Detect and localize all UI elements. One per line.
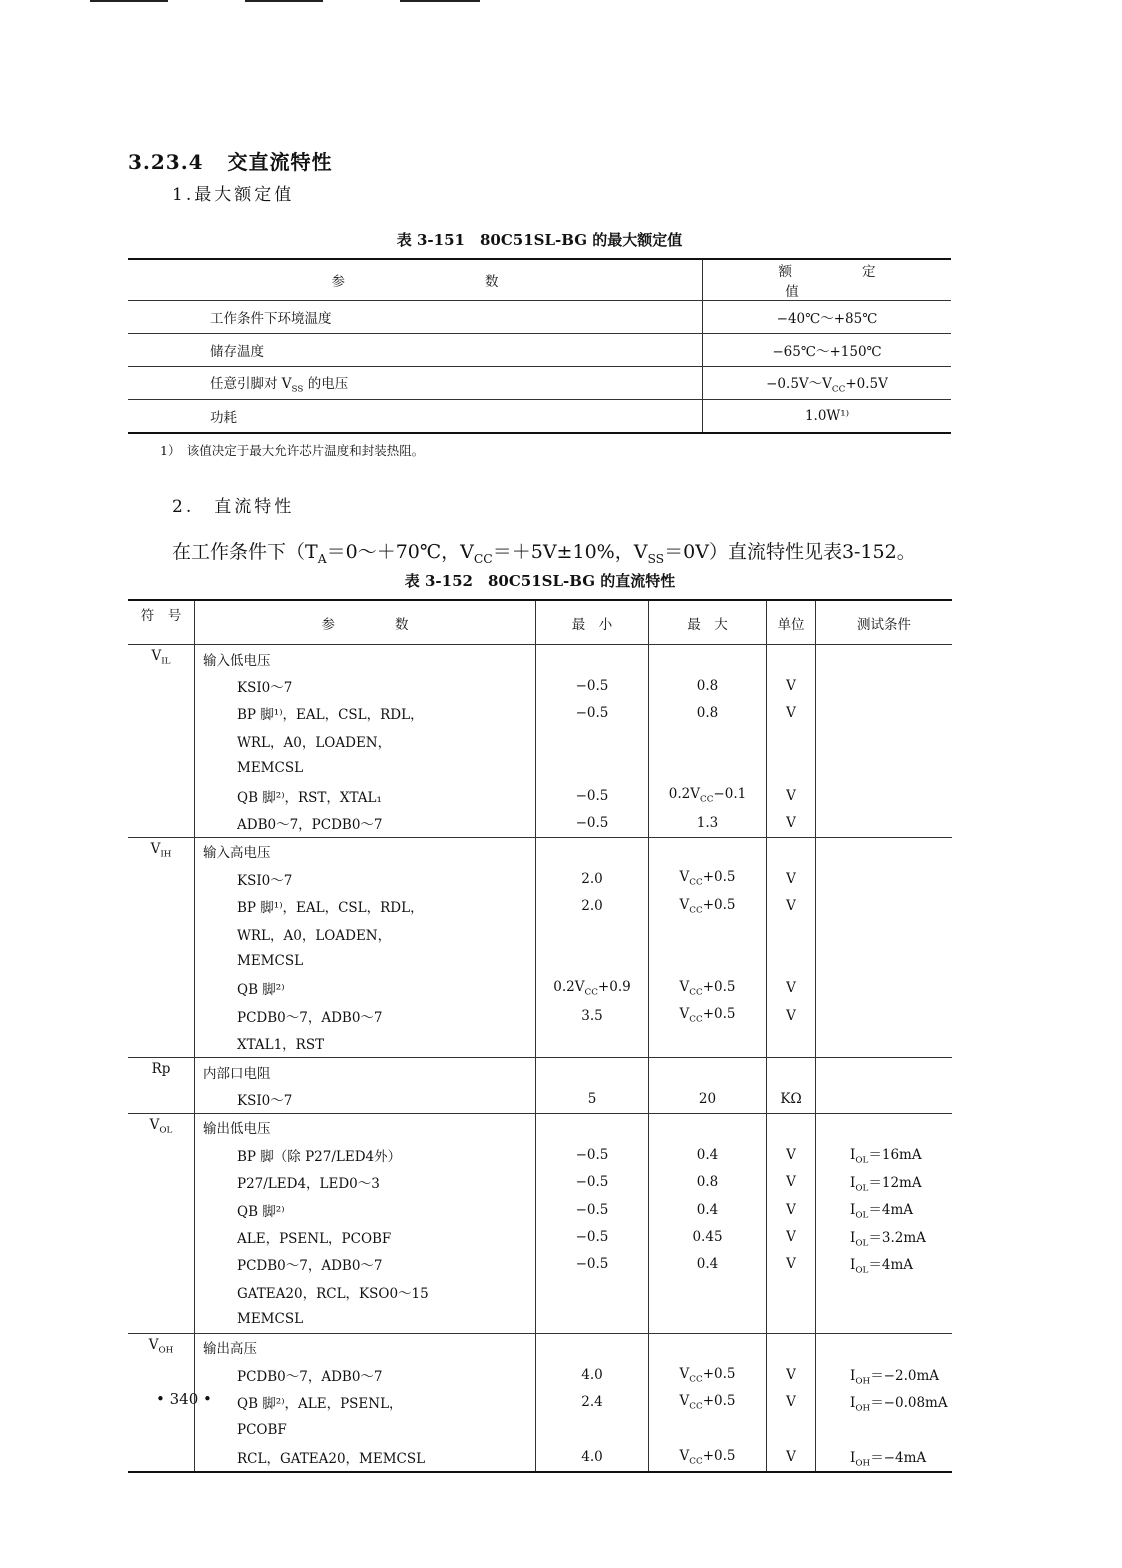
min-cell: −0.5: [536, 1223, 649, 1250]
table-row: [128, 1361, 952, 1388]
table-row: [128, 672, 952, 699]
parameter-cell: 任意引脚对 $V_{SS}$ 的电压: [128, 367, 703, 400]
table-row: [128, 1057, 952, 1085]
parameter-cell: 输入高电压: [195, 837, 536, 865]
symbol-cell: Rp: [128, 1057, 195, 1085]
max-cell: 0.45: [649, 1223, 767, 1250]
unit-cell: [767, 837, 816, 865]
min-cell: 2.0: [536, 893, 649, 920]
max-cell: [649, 1305, 767, 1333]
min-cell: 3.5: [536, 1002, 649, 1029]
unit-cell: V: [767, 672, 816, 699]
parameter-cell: PCDB0～7，ADB0～7: [195, 1002, 536, 1029]
test-condition-cell: [816, 1029, 953, 1057]
min-cell: 4.0: [536, 1443, 649, 1471]
symbol-cell: [128, 1223, 195, 1250]
test-condition-cell: [816, 1085, 953, 1113]
table2-caption: 表 3-152 80C51SL-BG 的直流特性: [404, 572, 676, 590]
parameter-cell: MEMCSL: [195, 755, 536, 782]
parameter-cell: XTAL1，RST: [195, 1029, 536, 1057]
max-ratings-table: [128, 258, 951, 434]
parameter-cell: GATEA20，RCL，KSO0～15: [195, 1278, 536, 1305]
symbol-cell: [128, 1141, 195, 1168]
section-heading: [128, 146, 332, 175]
parameter-cell: PCOBF: [195, 1416, 536, 1443]
unit-cell: [767, 1113, 816, 1141]
test-condition-cell: [816, 700, 953, 727]
header-min: 最 小: [536, 600, 649, 645]
unit-cell: [767, 727, 816, 754]
table-row: [128, 1085, 952, 1113]
symbol-cell: [128, 1029, 195, 1057]
max-cell: [649, 755, 767, 782]
unit-cell: [767, 920, 816, 947]
parameter-cell: QB 脚²⁾，RST，XTAL₁: [195, 782, 536, 809]
table-row: [128, 1113, 952, 1141]
unit-cell: V: [767, 1389, 816, 1416]
min-cell: −0.5: [536, 809, 649, 837]
parameter-cell: PCDB0～7，ADB0～7: [195, 1251, 536, 1278]
parameter-cell: 功耗: [128, 400, 703, 434]
parameter-cell: KSI0～7: [195, 1085, 536, 1113]
parameter-cell: RCL，GATEA20，MEMCSL: [195, 1443, 536, 1471]
header-unit: 单位: [767, 600, 816, 645]
min-cell: [536, 1416, 649, 1443]
rating-cell: −40℃～+85℃: [703, 301, 952, 334]
min-cell: [536, 645, 649, 673]
rating-cell: 1.0W¹⁾: [804, 408, 850, 424]
min-cell: [536, 920, 649, 947]
max-cell: $0.2V_{CC}-0.1$: [649, 782, 767, 809]
min-cell: −0.5: [536, 672, 649, 699]
test-condition-cell: [816, 1305, 953, 1333]
table-row: [128, 1002, 952, 1029]
unit-cell: V: [767, 865, 816, 892]
max-cell: [649, 947, 767, 974]
symbol-cell: $V_{OL}$: [128, 1113, 195, 1141]
symbol-cell: [128, 1251, 195, 1278]
parameter-cell: ADB0～7，PCDB0～7: [195, 809, 536, 837]
min-cell: [536, 1057, 649, 1085]
subheading-max-ratings: 1.最大额定值: [172, 185, 295, 205]
parameter-cell: BP 脚¹⁾，EAL，CSL，RDL，: [195, 893, 536, 920]
table-row: [128, 645, 952, 673]
min-cell: 2.0: [536, 865, 649, 892]
symbol-cell: $V_{IL}$: [128, 645, 195, 673]
symbol-cell: [128, 893, 195, 920]
symbol-cell: [128, 700, 195, 727]
min-cell: [536, 1278, 649, 1305]
min-cell: 5: [536, 1085, 649, 1113]
min-cell: −0.5: [536, 1251, 649, 1278]
table-row: [128, 334, 951, 367]
table-row: [128, 1251, 952, 1278]
parameter-cell: MEMCSL: [195, 1305, 536, 1333]
test-condition-cell: $I_{OL}=3.2mA$: [850, 1229, 926, 1249]
max-cell: $V_{CC}+0.5$: [649, 1361, 767, 1388]
test-condition-cell: [816, 782, 953, 809]
max-cell: [649, 645, 767, 673]
unit-cell: [767, 1029, 816, 1057]
symbol-cell: [128, 1305, 195, 1333]
test-condition-cell: [816, 920, 953, 947]
header-max: 最 大: [649, 600, 767, 645]
table-row: [128, 1168, 952, 1195]
max-cell: [649, 1278, 767, 1305]
dc-characteristics-table: [128, 599, 952, 1473]
parameter-cell: 输出高压: [195, 1333, 536, 1361]
rating-cell: $-0.5V\sim V_{CC}+0.5V$: [703, 367, 952, 400]
table-row: [128, 1141, 952, 1168]
table-row: [128, 700, 952, 727]
test-condition-cell: $I_{OL}=16mA$: [850, 1147, 922, 1167]
unit-cell: [767, 1333, 816, 1361]
min-cell: [536, 1333, 649, 1361]
table-row: [128, 1389, 952, 1416]
symbol-cell: $V_{OH}$: [128, 1333, 195, 1361]
header-test-condition: 测试条件: [816, 600, 953, 645]
max-cell: [649, 1333, 767, 1361]
max-cell: $V_{CC}+0.5$: [649, 975, 767, 1002]
test-condition-cell: [816, 755, 953, 782]
min-cell: −0.5: [536, 1196, 649, 1223]
unit-cell: [767, 1416, 816, 1443]
max-cell: 0.4: [649, 1141, 767, 1168]
table-row: [128, 947, 952, 974]
unit-cell: V: [767, 1168, 816, 1195]
min-cell: −0.5: [536, 700, 649, 727]
parameter-cell: PCDB0～7，ADB0～7: [195, 1361, 536, 1388]
max-cell: $V_{CC}+0.5$: [649, 893, 767, 920]
max-cell: [649, 1416, 767, 1443]
symbol-cell: [128, 782, 195, 809]
section-number: 3.23.4: [128, 150, 204, 174]
test-condition-cell: [816, 865, 953, 892]
table-row: [128, 782, 952, 809]
max-cell: [649, 727, 767, 754]
unit-cell: KΩ: [767, 1085, 816, 1113]
max-cell: [649, 837, 767, 865]
test-condition-cell: [816, 1333, 953, 1361]
min-cell: [536, 1305, 649, 1333]
parameter-cell: 工作条件下环境温度: [128, 301, 703, 334]
subheading-dc: 2. 直流特性: [172, 497, 295, 517]
test-condition-cell: [816, 837, 953, 865]
test-condition-cell: [816, 1278, 953, 1305]
table-row: [128, 1333, 952, 1361]
table-row: [128, 893, 952, 920]
max-cell: [649, 1029, 767, 1057]
parameter-cell: KSI0～7: [195, 865, 536, 892]
min-cell: [536, 947, 649, 974]
symbol-cell: [128, 865, 195, 892]
parameter-cell: 储存温度: [128, 334, 703, 367]
table-row: [128, 837, 952, 865]
test-condition-cell: $I_{OL}=4mA$: [850, 1256, 913, 1276]
unit-cell: V: [767, 893, 816, 920]
unit-cell: V: [767, 1251, 816, 1278]
table-row: [128, 1305, 952, 1333]
test-condition-cell: $I_{OH}=-0.08mA$: [850, 1394, 948, 1414]
parameter-cell: BP 脚（除 P27/LED4外）: [195, 1141, 536, 1168]
test-condition-cell: [816, 1113, 953, 1141]
max-cell: 0.8: [649, 1168, 767, 1195]
table-row: [128, 975, 952, 1002]
max-cell: $V_{CC}+0.5$: [649, 1002, 767, 1029]
table-row: [128, 1029, 952, 1057]
parameter-cell: 输入低电压: [195, 645, 536, 673]
unit-cell: V: [767, 1361, 816, 1388]
symbol-cell: $V_{IH}$: [128, 837, 195, 865]
table-row: [128, 1416, 952, 1443]
symbol-cell: [128, 975, 195, 1002]
parameter-cell: P27/LED4，LED0～3: [195, 1168, 536, 1195]
parameter-cell: QB 脚²⁾: [195, 1196, 536, 1223]
unit-cell: V: [767, 1002, 816, 1029]
symbol-cell: [128, 1361, 195, 1388]
min-cell: $0.2V_{CC}+0.9$: [536, 975, 649, 1002]
symbol-cell: [128, 1416, 195, 1443]
symbol-cell: [128, 920, 195, 947]
header-parameter: 参数: [195, 600, 536, 645]
table-row: [128, 755, 952, 782]
unit-cell: [767, 1278, 816, 1305]
parameter-cell: KSI0～7: [195, 672, 536, 699]
table-row: [128, 727, 952, 754]
max-cell: [649, 1113, 767, 1141]
max-cell: 1.3: [649, 809, 767, 837]
unit-cell: [767, 1305, 816, 1333]
header-parameter: 参数: [128, 259, 703, 301]
table-row: [128, 1278, 952, 1305]
symbol-cell: [128, 727, 195, 754]
min-cell: −0.5: [536, 782, 649, 809]
min-cell: [536, 727, 649, 754]
unit-cell: V: [767, 975, 816, 1002]
table-header-row: [128, 259, 951, 301]
max-cell: 0.4: [649, 1196, 767, 1223]
test-condition-cell: [816, 645, 953, 673]
rating-cell: −65℃～+150℃: [703, 334, 952, 367]
min-cell: [536, 755, 649, 782]
table1-caption: 表 3-151 80C51SL-BG 的最大额定值: [396, 231, 683, 249]
symbol-cell: [128, 1196, 195, 1223]
top-rule: [400, 0, 480, 2]
symbol-cell: [128, 1278, 195, 1305]
table-row: [128, 1196, 952, 1223]
test-condition-cell: [816, 1416, 953, 1443]
min-cell: 2.4: [536, 1389, 649, 1416]
table-header-row: [128, 600, 952, 645]
max-cell: [649, 920, 767, 947]
min-cell: 4.0: [536, 1361, 649, 1388]
max-cell: $V_{CC}+0.5$: [649, 865, 767, 892]
table-row: [128, 367, 951, 400]
parameter-cell: MEMCSL: [195, 947, 536, 974]
test-condition-cell: [816, 727, 953, 754]
parameter-cell: WRL，A0，LOADEN，: [195, 920, 536, 947]
test-condition-cell: [816, 1002, 953, 1029]
unit-cell: V: [767, 1223, 816, 1250]
top-rule: [90, 0, 168, 2]
max-cell: 0.8: [649, 700, 767, 727]
max-cell: 0.8: [649, 672, 767, 699]
table-row: [128, 400, 951, 434]
test-condition-cell: $I_{OH}=-2.0mA$: [850, 1367, 940, 1387]
parameter-cell: QB 脚²⁾: [195, 975, 536, 1002]
table-row: [128, 809, 952, 837]
max-cell: [649, 1057, 767, 1085]
test-condition-cell: [816, 1057, 953, 1085]
min-cell: −0.5: [536, 1141, 649, 1168]
symbol-cell: [128, 1085, 195, 1113]
symbol-cell: [128, 672, 195, 699]
test-condition-cell: $I_{OL}=4mA$: [850, 1202, 913, 1221]
max-cell: 0.4: [649, 1251, 767, 1278]
symbol-cell: [128, 755, 195, 782]
header-rating: 额定值: [703, 259, 952, 301]
test-condition-cell: [816, 947, 953, 974]
test-condition-cell: $I_{OH}=-4mA$: [850, 1449, 927, 1469]
header-symbol: 符 号: [128, 600, 195, 645]
dc-conditions-paragraph: 在工作条件下（$T_A=0\sim+70℃$，$V_{CC}=+5V\pm 10\%$，$V_{SS}=0V$）直流特性见表3-152。: [172, 541, 916, 566]
test-condition-cell: $I_{OL}=12mA$: [850, 1174, 922, 1194]
min-cell: [536, 837, 649, 865]
min-cell: [536, 1029, 649, 1057]
symbol-cell: [128, 947, 195, 974]
section-title: 交直流特性: [227, 150, 333, 174]
symbol-cell: [128, 1443, 195, 1471]
max-cell: 20: [649, 1085, 767, 1113]
unit-cell: V: [767, 1141, 816, 1168]
max-cell: $V_{CC}+0.5$: [649, 1389, 767, 1416]
unit-cell: [767, 645, 816, 673]
symbol-cell: [128, 1168, 195, 1195]
parameter-cell: 输出低电压: [195, 1113, 536, 1141]
top-rule: [245, 0, 323, 2]
table-row: [128, 865, 952, 892]
table-row: [128, 920, 952, 947]
page-number: • 340 •: [156, 1390, 212, 1408]
unit-cell: [767, 755, 816, 782]
table-row: [128, 1223, 952, 1250]
unit-cell: V: [767, 700, 816, 727]
unit-cell: [767, 1057, 816, 1085]
unit-cell: V: [767, 809, 816, 837]
symbol-cell: [128, 809, 195, 837]
table-row: [128, 301, 951, 334]
parameter-cell: QB 脚²⁾，ALE，PSENL，: [195, 1389, 536, 1416]
parameter-cell: WRL，A0，LOADEN，: [195, 727, 536, 754]
max-cell: $V_{CC}+0.5$: [649, 1443, 767, 1471]
table-row: [128, 1443, 952, 1471]
test-condition-cell: [816, 893, 953, 920]
parameter-cell: 内部口电阻: [195, 1057, 536, 1085]
symbol-cell: [128, 1002, 195, 1029]
min-cell: −0.5: [536, 1168, 649, 1195]
unit-cell: [767, 947, 816, 974]
parameter-cell: BP 脚¹⁾，EAL，CSL，RDL，: [195, 700, 536, 727]
footnote: 1） 该值决定于最大允许芯片温度和封装热阻。: [160, 443, 425, 458]
test-condition-cell: [816, 809, 953, 837]
test-condition-cell: [816, 975, 953, 1002]
unit-cell: V: [767, 1443, 816, 1471]
parameter-cell: ALE，PSENL，PCOBF: [195, 1223, 536, 1250]
unit-cell: V: [767, 1196, 816, 1223]
unit-cell: V: [767, 782, 816, 809]
min-cell: [536, 1113, 649, 1141]
test-condition-cell: [816, 672, 953, 699]
